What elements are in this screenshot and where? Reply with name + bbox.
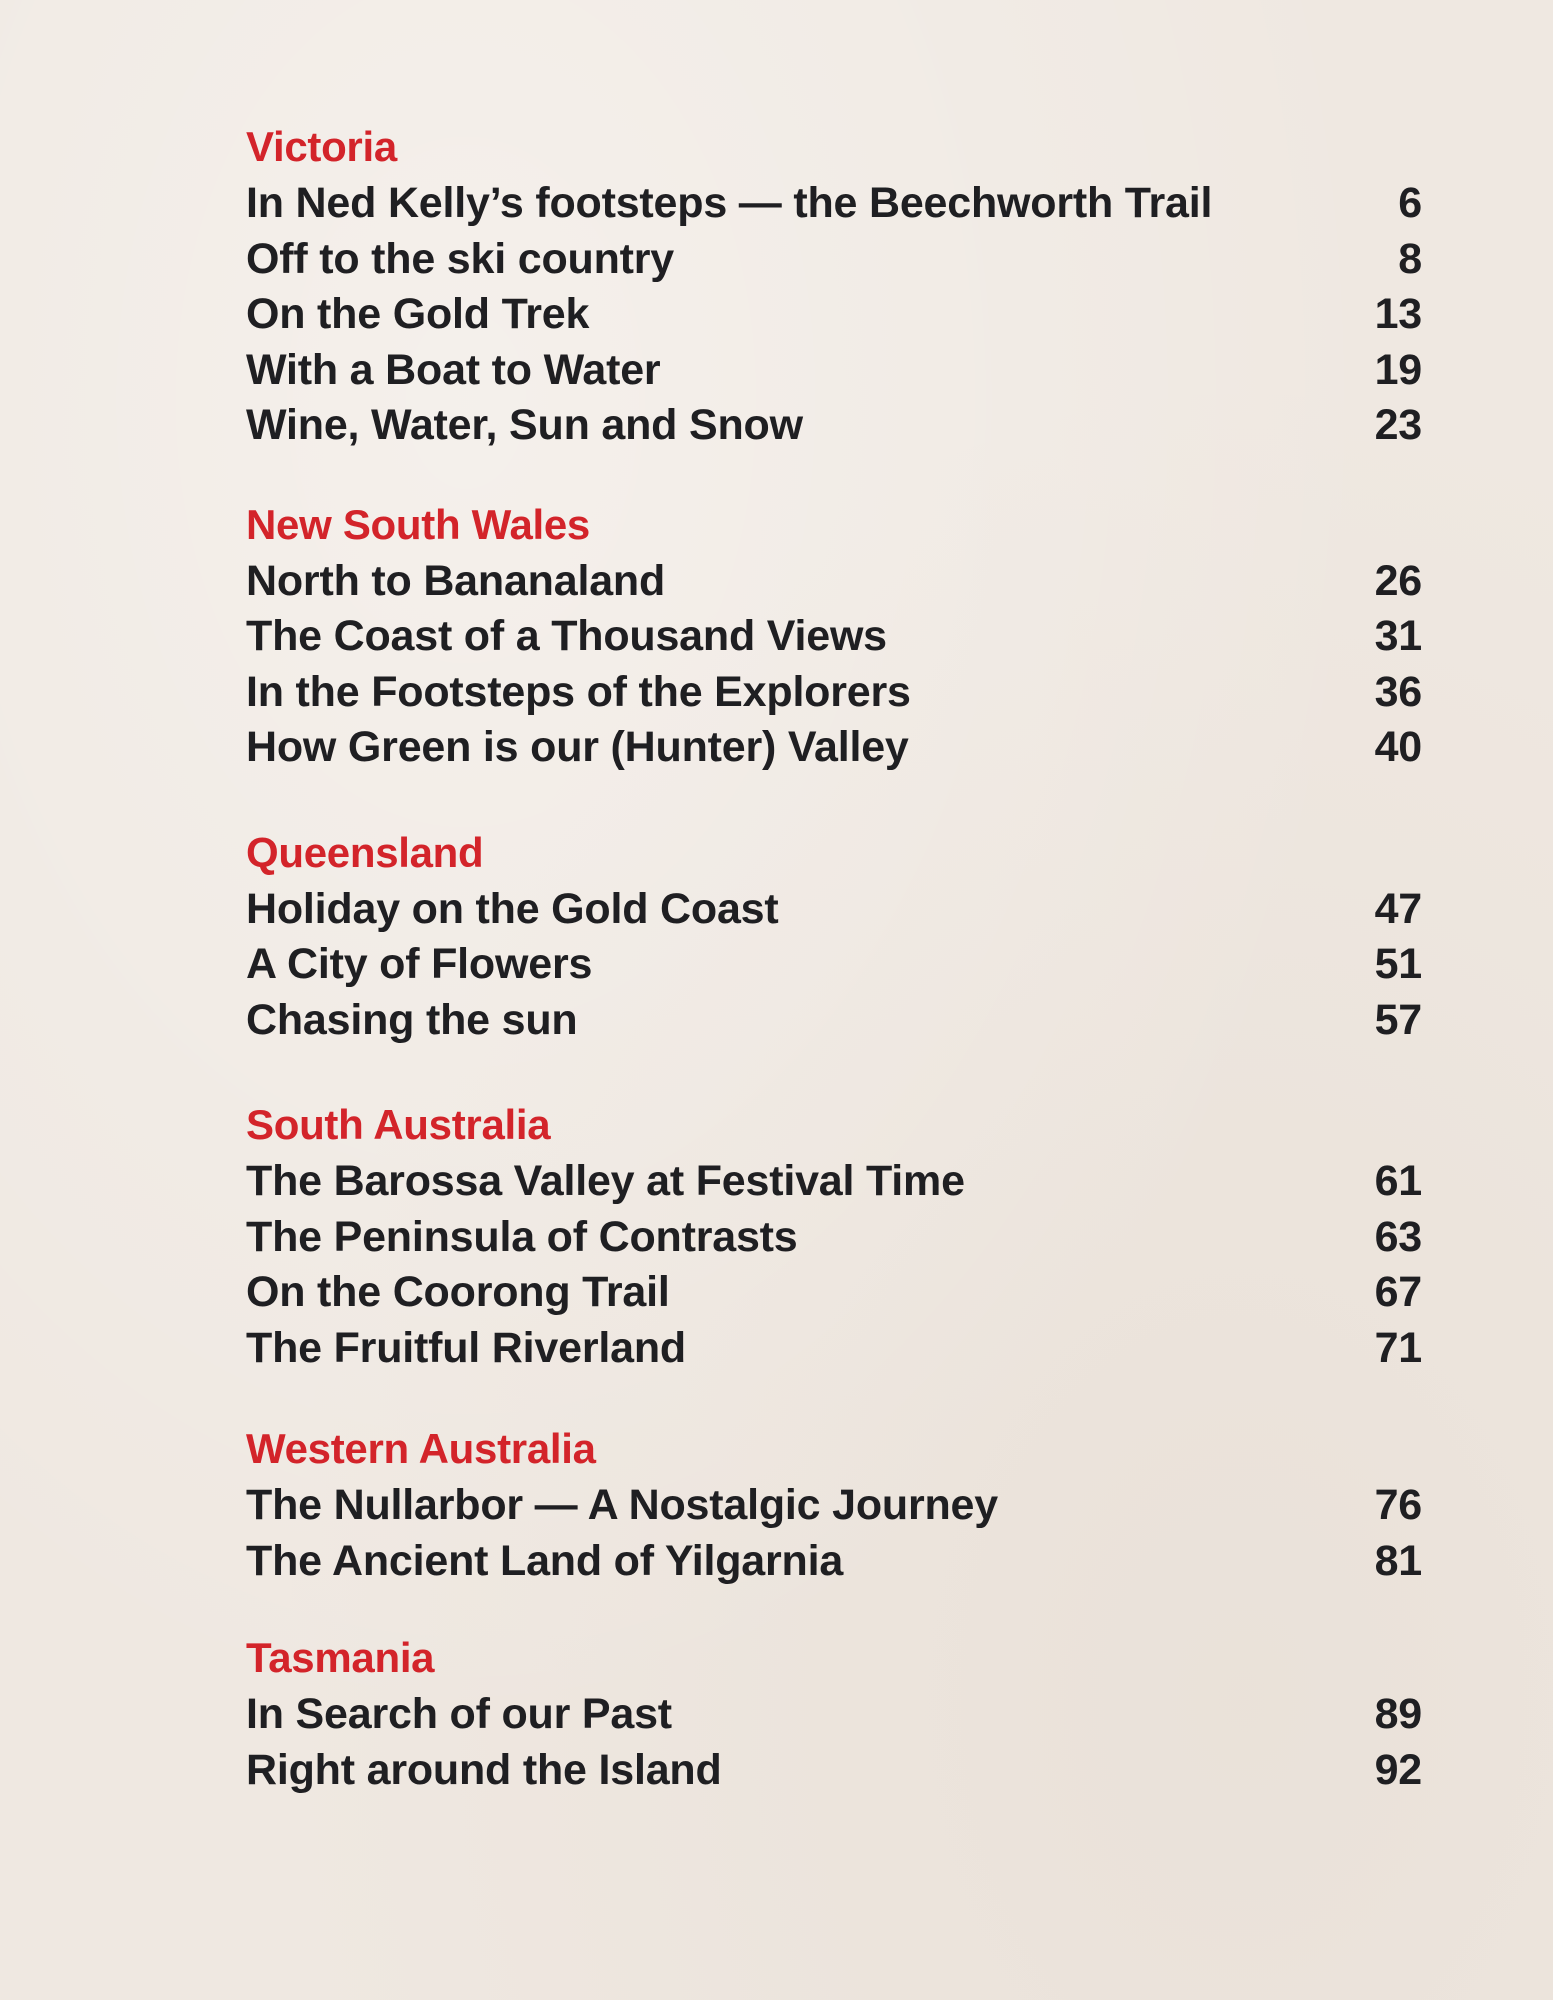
entry-page: 23 — [1374, 401, 1422, 449]
section-queensland — [246, 824, 1426, 1049]
entry-page: 81 — [1374, 1536, 1422, 1585]
entry-title: Wine, Water, Sun and Snow — [246, 401, 803, 449]
entry-page: 89 — [1374, 1690, 1422, 1738]
entry-page: 51 — [1374, 940, 1422, 988]
toc-entry[interactable] — [246, 176, 1426, 232]
toc-entry[interactable] — [246, 398, 1426, 454]
entry-page: 67 — [1374, 1268, 1422, 1316]
entry-page: 36 — [1374, 667, 1422, 716]
entry-title: Right around the Island — [246, 1745, 722, 1794]
toc-entry[interactable] — [246, 1210, 1426, 1266]
entry-title: The Barossa Valley at Festival Time — [246, 1157, 965, 1205]
toc-entry[interactable] — [246, 993, 1426, 1049]
section-heading: South Australia — [246, 1101, 551, 1148]
entry-page: 6 — [1398, 179, 1422, 227]
entry-page: 92 — [1374, 1745, 1422, 1794]
entry-page: 47 — [1374, 884, 1422, 933]
entry-title: The Ancient Land of Yilgarnia — [246, 1536, 844, 1585]
section-heading: New South Wales — [246, 500, 590, 548]
entry-page: 13 — [1374, 290, 1422, 338]
entry-title: In Search of our Past — [246, 1690, 672, 1738]
entry-title: In Ned Kelly’s footsteps — the Beechworth Trail — [246, 179, 1213, 227]
entry-page: 63 — [1374, 1212, 1422, 1261]
table-of-contents — [246, 118, 1426, 1840]
entry-title: The Coast of a Thousand Views — [246, 612, 887, 660]
section-western-australia — [246, 1420, 1426, 1589]
toc-entry[interactable] — [246, 1687, 1426, 1743]
entry-page: 8 — [1398, 234, 1422, 283]
toc-entry[interactable] — [246, 232, 1426, 288]
entry-title: Holiday on the Gold Coast — [246, 884, 779, 933]
toc-entry[interactable] — [246, 720, 1426, 776]
entry-page: 26 — [1374, 556, 1422, 605]
entry-page: 57 — [1374, 995, 1422, 1044]
entry-title: The Peninsula of Contrasts — [246, 1212, 798, 1261]
section-heading: Western Australia — [246, 1425, 596, 1472]
toc-entry[interactable] — [246, 937, 1426, 993]
toc-entry[interactable] — [246, 882, 1426, 938]
entry-title: With a Boat to Water — [246, 345, 661, 394]
entry-page: 19 — [1374, 345, 1422, 394]
entry-title: Chasing the sun — [246, 995, 578, 1044]
section-heading: Victoria — [246, 123, 397, 170]
toc-entry[interactable] — [246, 1265, 1426, 1321]
entry-title: On the Gold Trek — [246, 290, 590, 338]
entry-page: 40 — [1374, 723, 1422, 771]
section-tasmania — [246, 1629, 1426, 1798]
section-new-south-wales — [246, 496, 1426, 776]
toc-entry[interactable] — [246, 1154, 1426, 1210]
toc-entry[interactable] — [246, 1743, 1426, 1799]
toc-entry[interactable] — [246, 609, 1426, 665]
toc-entry[interactable] — [246, 343, 1426, 399]
section-heading: Queensland — [246, 828, 484, 876]
entry-title: How Green is our (Hunter) Valley — [246, 723, 909, 771]
entry-title: A City of Flowers — [246, 940, 593, 988]
toc-entry[interactable] — [246, 287, 1426, 343]
entry-page: 76 — [1374, 1481, 1422, 1529]
toc-entry[interactable] — [246, 1478, 1426, 1534]
section-victoria — [246, 118, 1426, 454]
toc-entry[interactable] — [246, 1534, 1426, 1590]
toc-entry[interactable] — [246, 1321, 1426, 1377]
entry-title: The Fruitful Riverland — [246, 1323, 686, 1372]
entry-page: 61 — [1374, 1157, 1422, 1205]
toc-entry[interactable] — [246, 554, 1426, 610]
entry-title: Off to the ski country — [246, 234, 675, 283]
entry-title: The Nullarbor — A Nostalgic Journey — [246, 1481, 998, 1529]
entry-page: 71 — [1374, 1323, 1422, 1372]
entry-title: In the Footsteps of the Explorers — [246, 667, 911, 716]
section-south-australia — [246, 1096, 1426, 1376]
section-heading: Tasmania — [246, 1634, 435, 1681]
toc-entry[interactable] — [246, 665, 1426, 721]
entry-title: North to Bananaland — [246, 556, 666, 605]
entry-page: 31 — [1374, 612, 1422, 660]
entry-title: On the Coorong Trail — [246, 1268, 670, 1316]
